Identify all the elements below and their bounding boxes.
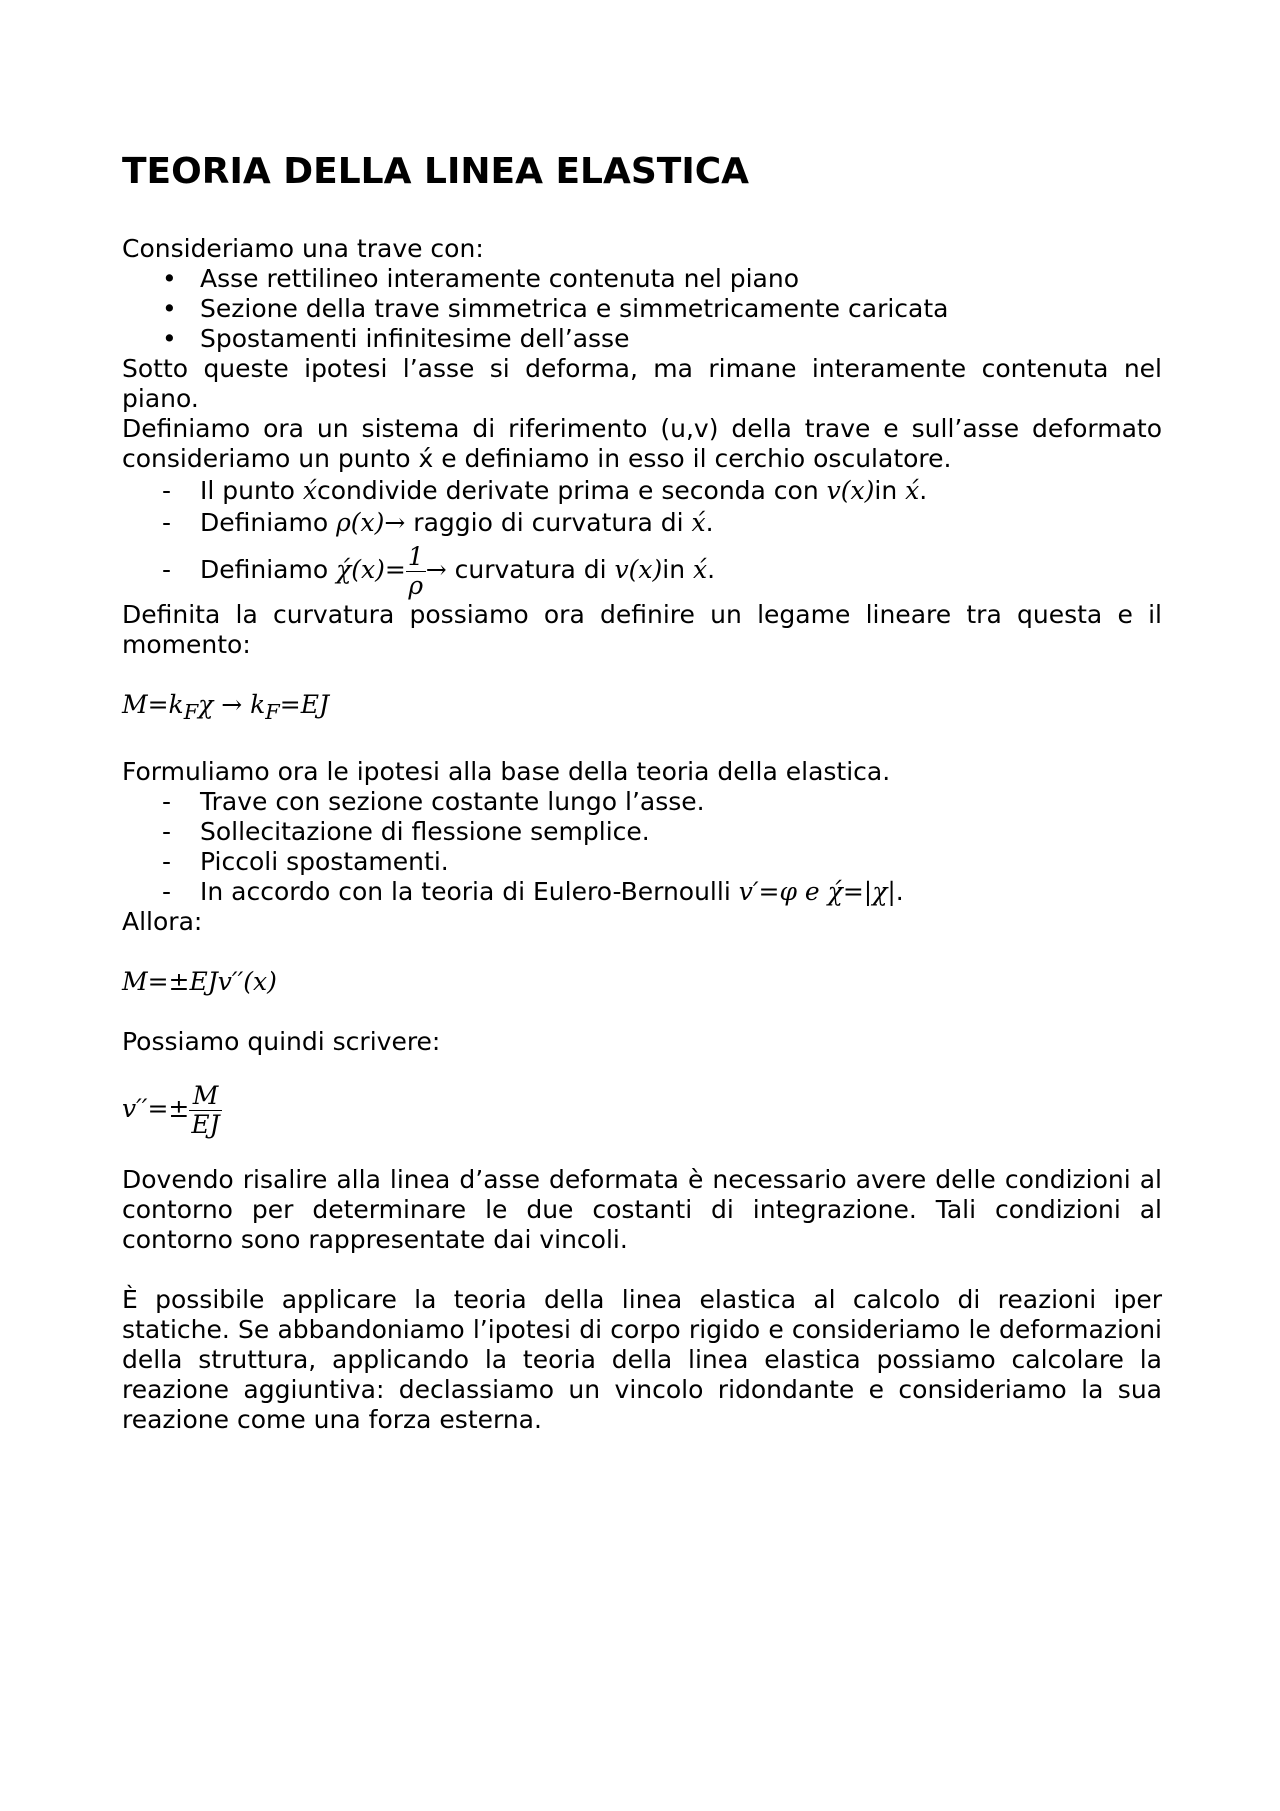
definition-list [122, 476, 1162, 600]
math-inline: v′=φ e χ́=|χ| [738, 876, 896, 906]
list-item: • Asse rettilineo interamente contenuta nel piano [122, 264, 1162, 294]
list-item: • Spostamenti infinitesime dell’asse [122, 324, 1162, 354]
paragraph-curvature: Definita la curvatura possiamo ora definire un legame lineare tra questa e il momento: [122, 599, 1162, 659]
formula-ejv: M=±EJv′′(x) [122, 966, 277, 996]
paragraph-scrivere: Possiamo quindi scrivere: [122, 1026, 441, 1056]
allora-text: Allora: [122, 906, 203, 936]
math-inline: ρ(x)→ [336, 508, 406, 537]
formula-v-second: v′′=± $\frac{M}{EJ}$ [122, 1080, 220, 1139]
intro-text: Consideriamo una trave con: [122, 234, 484, 263]
paragraph-elastic-hypotheses: Formuliamo ora le ipotesi alla base della teoria della elastica. [122, 756, 891, 786]
list-item: - In accordo con la teoria di Eulero-Bernoulli v′=φ e χ́=|χ|. [122, 877, 1162, 907]
paragraph-iperstatiche: È possibile applicare la teoria della linea elastica al calcolo di reazioni iper statiche. Se abbandoniamo l’ipotesi di corpo rigido e consideriamo le deformazioni della struttura, applicando la teoria della linea elastica possiamo calcolare la reazione aggiuntiva: declassiamo un vincolo ridondante e consideriamo la sua reazione come una forza esterna. [122, 1284, 1162, 1434]
list-item: - Trave con sezione costante lungo l’asse. [122, 787, 1162, 817]
math-inline: x́ [302, 476, 317, 505]
formula-moment: $M=k_F\chi \to k_F=EJ$ [122, 689, 329, 724]
math-inline: x́ [905, 476, 920, 505]
list-item: - Definiamo ρ(x)→ raggio di curvatura di x́. [122, 508, 1162, 538]
list-item: • Sezione della trave simmetrica e simmetricamente caricata [122, 294, 1162, 324]
math-inline: χ́(x)= [336, 555, 406, 584]
math-inline: x́ [693, 555, 708, 584]
list-item: - Definiamo χ́(x)= $\frac{1}{\rho}$ → curvatura di v(x)in x́. [122, 542, 1162, 600]
list-item: - Il punto x́condivide derivate prima e seconda con v(x)in x́. [122, 476, 1162, 506]
math-inline: x́ [691, 508, 706, 537]
assumption-list [122, 264, 1162, 354]
elastic-hypotheses-list [122, 787, 1162, 907]
paragraph-reference: Definiamo ora un sistema di riferimento (u,v) della trave e sull’asse deformato consideriamo un punto x́ e definiamo in esso il cerchio osculatore. [122, 414, 1162, 473]
fraction: $\frac{M}{EJ}$ [191, 1080, 220, 1139]
paragraph-hypothesis: Sotto queste ipotesi l’asse si deforma, ma rimane interamente contenuta nel piano. [122, 354, 1162, 413]
math-inline: v(x) [614, 555, 663, 584]
document-content [122, 150, 1162, 1435]
fraction: $\frac{1}{\rho}$ [407, 541, 424, 600]
paragraph-boundary: Dovendo risalire alla linea d’asse deformata è necessario avere delle condizioni al contorno per determinare le due costanti di integrazione. Tali condizioni al contorno sono rappresentate dai vincoli. [122, 1164, 1162, 1254]
page-title: TEORIA DELLA LINEA ELASTICA [122, 151, 750, 192]
list-item: - Piccoli spostamenti. [122, 847, 1162, 877]
list-item: - Sollecitazione di flessione semplice. [122, 817, 1162, 847]
math-inline: → [425, 555, 447, 584]
math-inline: v(x) [826, 476, 875, 505]
